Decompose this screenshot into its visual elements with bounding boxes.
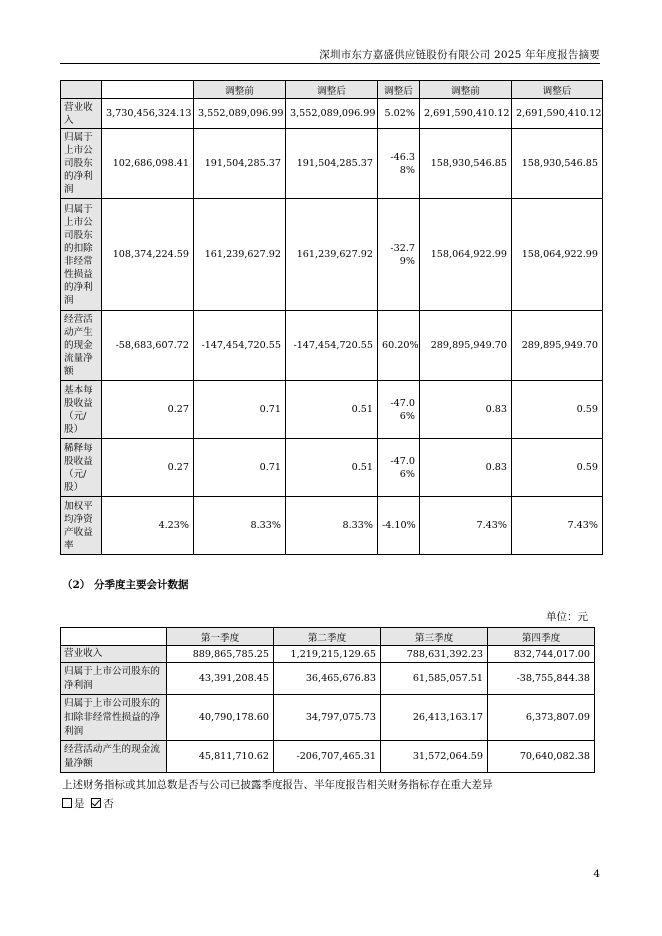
checkbox-no[interactable]	[91, 798, 101, 808]
table-cell: 0.71	[194, 381, 286, 439]
row-label: 归属于上市公司股东的净利润	[61, 663, 167, 695]
table-cell: 0.71	[194, 439, 286, 497]
table-cell: 5.02%	[378, 99, 420, 129]
table-cell: -46.38%	[378, 129, 420, 199]
row-label: 加权平均净资产收益率	[61, 497, 102, 555]
unit-label: 单位：元	[546, 611, 588, 623]
table-cell: -58,683,607.72	[102, 311, 194, 381]
row-label: 归属于上市公司股东的净利润	[61, 129, 102, 199]
header-cell: 第三季度	[381, 628, 488, 646]
header-cell: 第二季度	[274, 628, 381, 646]
table-cell: 7.43%	[512, 497, 603, 555]
table-cell: 289,895,949.70	[420, 311, 512, 381]
table-cell: 191,504,285.37	[194, 129, 286, 199]
table-row	[61, 199, 603, 311]
table-cell: 2,691,590,410.12	[512, 99, 603, 129]
table-cell: -147,454,720.55	[286, 311, 378, 381]
discrepancy-options	[62, 796, 114, 811]
header-cell: 调整前	[194, 81, 286, 99]
table-cell: -32.79%	[378, 199, 420, 311]
table-cell: 3,730,456,324.13	[102, 99, 194, 129]
header-divider	[60, 63, 600, 64]
checkbox-yes[interactable]	[62, 798, 72, 808]
header-cell	[102, 81, 194, 99]
quarterly-financial-data-table	[60, 627, 595, 773]
table-cell: 31,572,064.59	[381, 741, 488, 773]
table-row	[61, 646, 595, 663]
table-cell: 1,219,215,129.65	[274, 646, 381, 663]
table-row	[61, 129, 603, 199]
table-cell: 4.23%	[102, 497, 194, 555]
row-label: 基本每股收益（元/股）	[61, 381, 102, 439]
table-cell: 0.51	[286, 381, 378, 439]
page-number: 4	[593, 868, 600, 880]
table-cell: 45,811,710.62	[167, 741, 274, 773]
table-cell: 889,865,785.25	[167, 646, 274, 663]
table-cell: 158,064,922.99	[512, 199, 603, 311]
table-cell: -47.06%	[378, 381, 420, 439]
header-cell: 调整后	[512, 81, 603, 99]
header-cell	[61, 81, 102, 99]
header-cell: 调整后	[286, 81, 378, 99]
table-cell: 0.83	[420, 381, 512, 439]
table-header-row	[61, 628, 595, 646]
table-row	[61, 497, 603, 555]
table-cell: 108,374,224.59	[102, 199, 194, 311]
table-cell: 61,585,057.51	[381, 663, 488, 695]
header-cell: 第一季度	[167, 628, 274, 646]
table-cell: 158,930,546.85	[420, 129, 512, 199]
table-row	[61, 381, 603, 439]
table-cell: -147,454,720.55	[194, 311, 286, 381]
table-cell: 0.83	[420, 439, 512, 497]
table-cell: 161,239,627.92	[286, 199, 378, 311]
table-cell: -38,755,844.38	[488, 663, 595, 695]
section-title-quarterly: （2） 分季度主要会计数据	[62, 579, 189, 591]
option-no-label: 否	[103, 798, 114, 810]
table-cell: 0.27	[102, 381, 194, 439]
annual-financial-data-table	[60, 80, 603, 555]
table-cell: 161,239,627.92	[194, 199, 286, 311]
row-label: 稀释每股收益（元/股）	[61, 439, 102, 497]
table-cell: 3,552,089,096.99	[194, 99, 286, 129]
table-cell: 34,797,075.73	[274, 695, 381, 741]
discrepancy-note: 上述财务指标或其加总数是否与公司已披露季度报告、半年度报告相关财务指标存在重大差异	[62, 779, 493, 791]
table-cell: 0.27	[102, 439, 194, 497]
table-cell: 0.59	[512, 381, 603, 439]
row-label: 经营活动产生的现金流量净额	[61, 741, 167, 773]
table-cell: 289,895,949.70	[512, 311, 603, 381]
table-cell: 0.59	[512, 439, 603, 497]
table-cell: 158,930,546.85	[512, 129, 603, 199]
table-cell: 36,465,676.83	[274, 663, 381, 695]
table-cell: 8.33%	[286, 497, 378, 555]
table-row	[61, 311, 603, 381]
option-yes-label: 是	[74, 798, 85, 810]
table-cell: 43,391,208.45	[167, 663, 274, 695]
table-header-row	[61, 81, 603, 99]
table-row	[61, 695, 595, 741]
table-row	[61, 741, 595, 773]
table-cell: 8.33%	[194, 497, 286, 555]
header-cell: 调整后	[378, 81, 420, 99]
header-cell: 调整前	[420, 81, 512, 99]
table-cell: 26,413,163.17	[381, 695, 488, 741]
table-cell: -47.06%	[378, 439, 420, 497]
row-label: 营业收入	[61, 99, 102, 129]
table-cell: 158,064,922.99	[420, 199, 512, 311]
table-cell: -4.10%	[378, 497, 420, 555]
table-row	[61, 663, 595, 695]
table-cell: 6,373,807.09	[488, 695, 595, 741]
row-label: 经营活动产生的现金流量净额	[61, 311, 102, 381]
report-header-title: 深圳市东方嘉盛供应链股份有限公司 2025 年年度报告摘要	[319, 49, 600, 61]
table-cell: 832,744,017.00	[488, 646, 595, 663]
table-row	[61, 439, 603, 497]
table-cell: 7.43%	[420, 497, 512, 555]
header-cell	[61, 628, 167, 646]
table-cell: 2,691,590,410.12	[420, 99, 512, 129]
table-cell: 788,631,392.23	[381, 646, 488, 663]
header-cell: 第四季度	[488, 628, 595, 646]
table-row	[61, 99, 603, 129]
table-cell: 0.51	[286, 439, 378, 497]
row-label: 归属于上市公司股东的扣除非经常性损益的净利润	[61, 199, 102, 311]
table-cell: 102,686,098.41	[102, 129, 194, 199]
table-cell: 3,552,089,096.99	[286, 99, 378, 129]
table-cell: 70,640,082.38	[488, 741, 595, 773]
table-cell: -206,707,465.31	[274, 741, 381, 773]
table-cell: 40,790,178.60	[167, 695, 274, 741]
table-cell: 60.20%	[378, 311, 420, 381]
row-label: 归属于上市公司股东的扣除非经常性损益的净利润	[61, 695, 167, 741]
table-cell: 191,504,285.37	[286, 129, 378, 199]
row-label: 营业收入	[61, 646, 167, 663]
